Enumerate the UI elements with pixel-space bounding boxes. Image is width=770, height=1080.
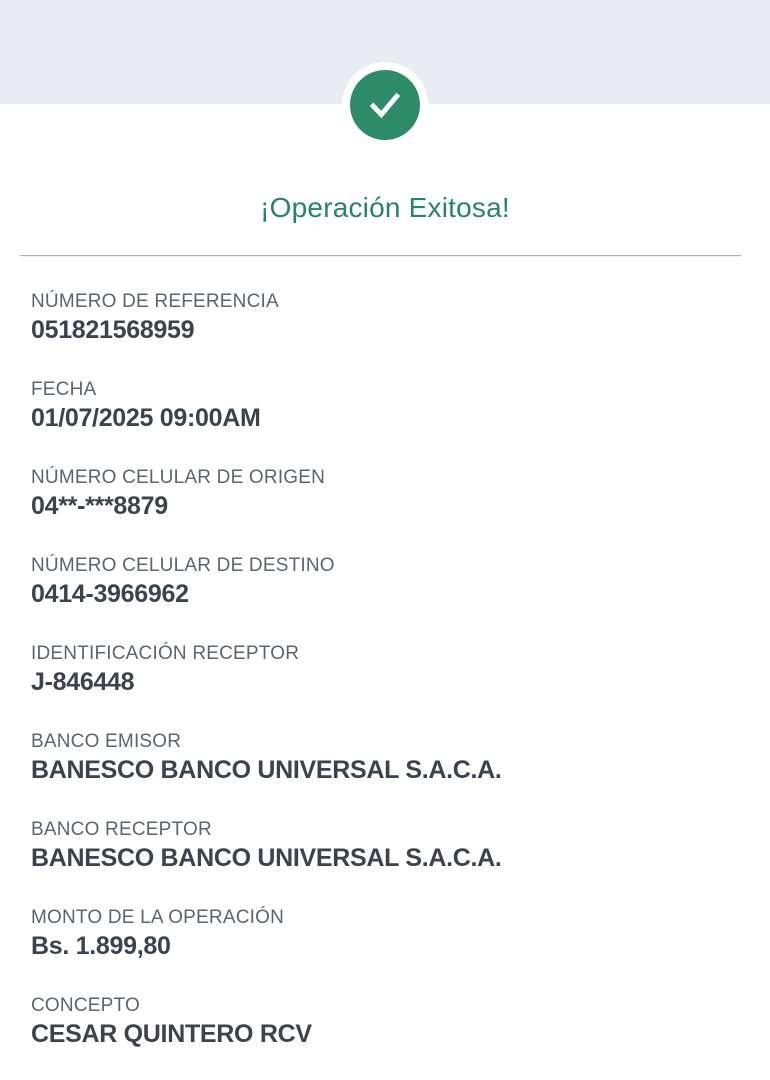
field-label: FECHA xyxy=(31,379,97,400)
check-icon xyxy=(363,83,407,127)
field-label: MONTO DE LA OPERACIÓN xyxy=(31,907,285,928)
field-destination-phone xyxy=(31,554,741,611)
field-value: 0414-3966962 xyxy=(31,580,189,608)
success-circle xyxy=(350,70,420,140)
field-receiving-bank xyxy=(31,818,741,875)
field-label: CONCEPTO xyxy=(31,995,140,1016)
success-badge xyxy=(342,62,428,148)
field-value: BANESCO BANCO UNIVERSAL S.A.C.A. xyxy=(31,756,502,784)
field-label: IDENTIFICACIÓN RECEPTOR xyxy=(31,643,300,664)
divider xyxy=(20,255,741,257)
field-date xyxy=(31,378,741,435)
field-label: BANCO EMISOR xyxy=(31,731,182,752)
field-value: BANESCO BANCO UNIVERSAL S.A.C.A. xyxy=(31,844,502,872)
field-label: NÚMERO CELULAR DE DESTINO xyxy=(31,555,335,576)
field-label: NÚMERO CELULAR DE ORIGEN xyxy=(31,467,326,488)
field-concept xyxy=(31,994,741,1051)
field-value: 04**-***8879 xyxy=(31,492,168,520)
receipt-fields xyxy=(31,290,741,1080)
field-value: J-846448 xyxy=(31,668,135,696)
field-amount xyxy=(31,906,741,963)
page-title: ¡Operación Exitosa! xyxy=(260,192,510,223)
field-receiver-id xyxy=(31,642,741,699)
field-label: BANCO RECEPTOR xyxy=(31,819,212,840)
field-issuing-bank xyxy=(31,730,741,787)
field-value: Bs. 1.899,80 xyxy=(31,932,171,960)
field-value: CESAR QUINTERO RCV xyxy=(31,1020,312,1048)
field-value: 051821568959 xyxy=(31,316,195,344)
field-label: NÚMERO DE REFERENCIA xyxy=(31,291,279,312)
field-reference-number xyxy=(31,290,741,347)
field-value: 01/07/2025 09:00AM xyxy=(31,404,261,432)
field-origin-phone xyxy=(31,466,741,523)
